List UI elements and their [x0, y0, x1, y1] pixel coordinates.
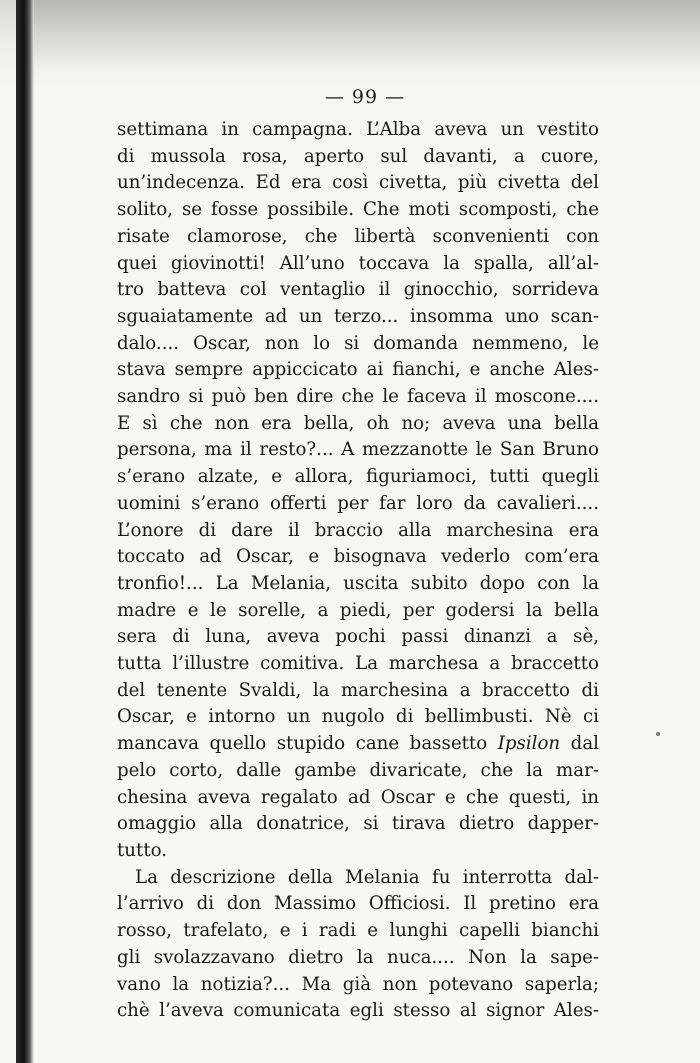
text-line: pelo corto, dalle gambe divaricate, che la mar- [117, 759, 599, 781]
text-line: tronfio!... La Melania, uscita subito dopo con la [117, 572, 599, 594]
text-line: di mussola rosa, aperto sul davanti, a cuore, [117, 145, 599, 167]
text-line: sguaiatamente ad un terzo... insomma uno scan- [117, 305, 599, 327]
text-line: tutto. [117, 839, 168, 861]
text-line: dalo.... Oscar, non lo si domanda nemmeno, le [117, 332, 599, 354]
text-line: E sì che non era bella, oh no; aveva una bella [117, 412, 599, 434]
text-line: solito, se fosse possibile. Che moti scomposti, che [117, 199, 599, 221]
text-line: stava sempre appiccicato ai fianchi, e anche Ales- [117, 359, 599, 381]
text-line: persona, ma il resto?... A mezzanotte le San Bruno [117, 439, 599, 461]
text-line: uomini s’erano offerti per far loro da cavalieri.... [117, 492, 599, 514]
dog-name: Ipsilon [497, 733, 561, 755]
text-line: tutta l’illustre comitiva. La marchesa a braccetto [117, 653, 599, 675]
text-line: mancava quello stupido cane bassetto Ipsilon dal [117, 733, 599, 755]
text-line: toccato ad Oscar, e bisognava vederlo com’era [117, 546, 599, 568]
text-line: Oscar, e intorno un nugolo di bellimbusti. Nè ci [117, 706, 599, 728]
text-line: risate clamorose, che libertà sconvenienti con [117, 225, 599, 247]
ink-speck [656, 732, 660, 736]
text-line: tro batteva col ventaglio il ginocchio, sorrideva [117, 279, 599, 301]
top-shadow [34, 0, 700, 70]
text-line: chesina aveva regalato ad Oscar e che questi, in [117, 786, 599, 808]
text-line: madre e le sorelle, a piedi, per godersi la bella [117, 599, 599, 621]
text-line: sandro si può ben dire che le faceva il moscone.... [117, 386, 599, 408]
text-line: La descrizione della Melania fu interrotta dal- [135, 866, 599, 888]
text-line: s’erano alzate, e allora, figuriamoci, tutti quegli [117, 466, 599, 488]
page-number: — 99 — [324, 86, 406, 108]
text-line: vano la notizia?... Ma già non potevano saperla; [117, 973, 599, 995]
text-line: settimana in campagna. L’Alba aveva un vestito [117, 119, 599, 140]
book-binding-edge [16, 0, 34, 1063]
body-text [117, 117, 599, 1025]
text-line: rosso, trafelato, e i radi e lunghi capelli bianchi [117, 920, 599, 942]
text-line: gli svolazzavano dietro la nuca.... Non la sape- [117, 946, 599, 968]
text-line: l’arrivo di don Massimo Officiosi. Il pretino era [117, 893, 599, 915]
text-line: chè l’aveva comunicata egli stesso al signor Ales- [117, 1000, 599, 1022]
text-line: un’indecenza. Ed era così civetta, più civetta del [117, 172, 599, 194]
text-line: del tenente Svaldi, la marchesina a braccetto di [117, 679, 599, 701]
text-line: L’onore di dare il braccio alla marchesina era [117, 519, 599, 541]
text-line: sera di luna, aveva pochi passi dinanzi a sè, [117, 626, 599, 648]
text-line: quei giovinotti! All’uno toccava la spalla, all’al- [117, 252, 599, 274]
text-line: omaggio alla donatrice, si tirava dietro dapper- [117, 813, 599, 835]
